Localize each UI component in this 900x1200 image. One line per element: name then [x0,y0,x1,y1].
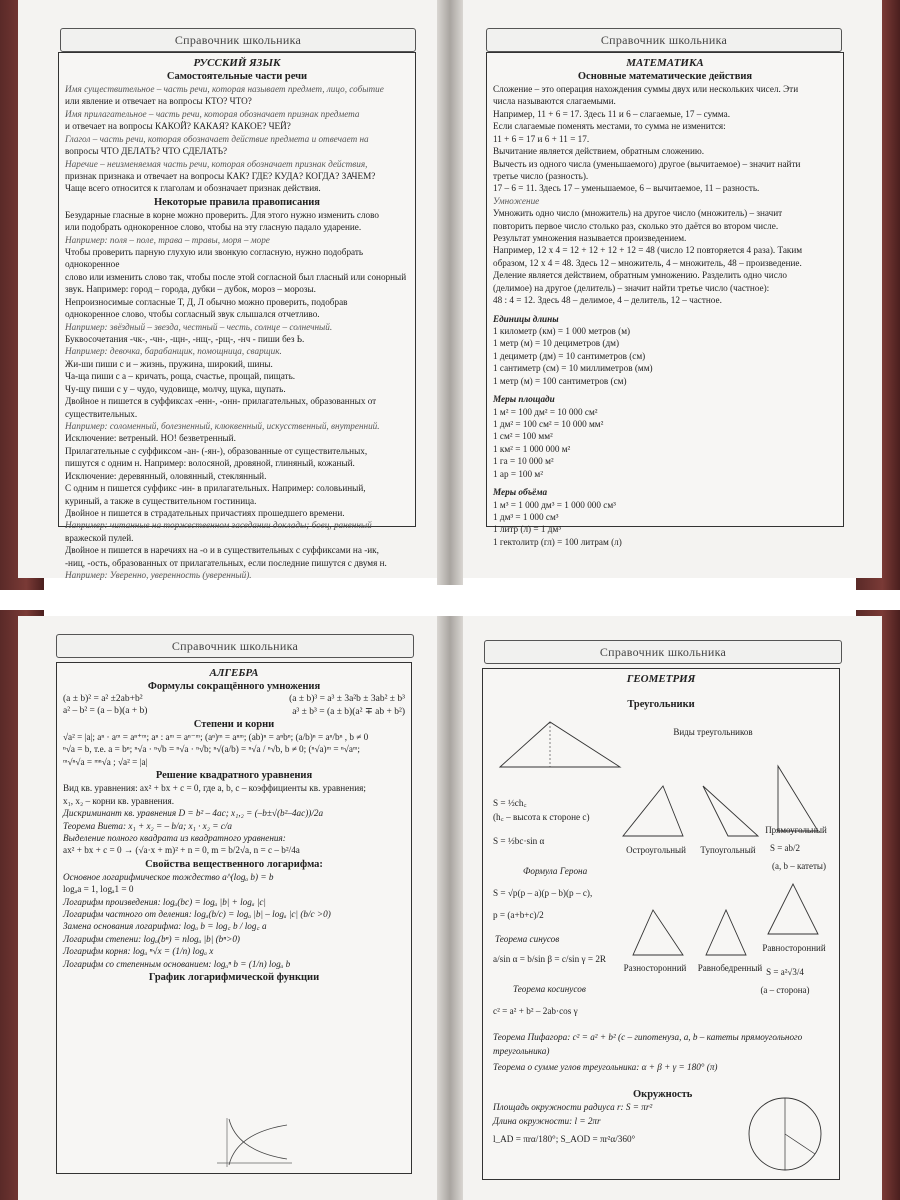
equilateral-area: S = a²√3/4 [766,967,804,977]
formula: S = ½bc·sin α [493,836,545,846]
text-line: Например: звёздный – звезда, честный – честь, солнце – солнечный. [65,321,333,332]
text-line: третье число (разность). [493,170,589,181]
text-line: или явление и отвечает на вопросы КТО? ЧТО? [65,96,252,107]
text-line: Например: девочка, барабанщик, помощница, сварщик. [65,346,282,357]
area-line: 1 км² = 1 000 000 м² [493,443,571,454]
text-line: Например: поля – поле, трава – травы, моря – море [65,234,270,245]
formula: Логарифм степени: logₐ(bⁿ) = nlogₐ |b| (bⁿ>0) [63,933,240,944]
circle-length: Длина окружности: l = 2πr [493,1116,601,1126]
formula-row [63,706,405,717]
text-line: повторить первое число столько раз, сколько это даётся во втором числе. [493,220,779,231]
page-header: Справочник школьника [484,640,842,664]
text-line: Умножение [493,195,540,206]
text-line: Например: соломенный, болезненный, клюквенный, искусственный, внутренний. [65,420,380,431]
spine [437,616,463,1200]
isosceles-label: Равнобедренный [697,963,763,973]
area-line: 1 дм² = 100 см² = 10 000 мм² [493,418,604,429]
formula: Выделение полного квадрата из квадратного уравнения: [63,832,286,843]
text-line: Сложение – это операция нахождения суммы двух или нескольких чисел. Эти [493,84,799,94]
text-line: Чу-щу пиши с у – чудо, чудовище, молчу, щука, щупать. [65,383,286,394]
text-line: вопросы ЧТО ДЕЛАТЬ? ЧТО СДЕЛАТЬ? [65,146,228,157]
sines-formula: a/sin α = b/sin β = c/sin γ = 2R [493,954,607,964]
text-line: Например, 11 + 6 = 17. Здесь 11 и 6 – слагаемые, 17 – сумма. [493,108,730,119]
text-line: существительных. [65,408,138,419]
volume-line: 1 гектолитр (гл) = 100 литрам (л) [493,536,622,547]
pythagoras-2: треугольника) [493,1046,550,1056]
area-line: 1 га = 10 000 м² [493,456,554,467]
section-subtitle: Решение квадратного уравнения [155,770,313,782]
text-line: Ча-ща пиши с а – кричать, роща, счастье, прощай, пищать. [65,371,296,382]
spine [437,0,463,585]
text-line: Безударные гласные в корне можно проверить. Для этого нужно изменить слово [65,209,379,220]
units-title: Единицы длины [493,313,559,324]
formula-row [63,694,405,704]
algebra-box [56,662,412,1174]
formula: √a² = |a|; aⁿ · aᵐ = aⁿ⁺ᵐ; aⁿ : aᵐ = aⁿ⁻ᵐ; (aⁿ)ᵐ = aⁿᵐ; (ab)ⁿ = aⁿbⁿ; (a/b)ⁿ = aⁿ/bⁿ , b ≠ 0 [63,732,369,742]
sines-title: Теорема синусов [495,934,560,944]
text-line: Наречие – неизменяемая часть речи, которая обозначает признак действия, [65,158,368,169]
volume-title: Меры объёма [493,487,548,498]
text-line: Жи-ши пиши с и – жизнь, пружина, широкий, шины. [65,358,273,369]
volume-line: 1 м³ = 1 000 дм³ = 1 000 000 см³ [493,499,616,510]
area-line: 1 м² = 100 дм² = 10 000 см² [493,406,598,417]
circle-area: Площадь окружности радиуса r: S = πr² [493,1102,653,1112]
pythagoras: Теорема Пифагора: c² = a² + b² (c – гипотенуза, a, b – катеты прямоугольного [493,1032,803,1042]
scalene-triangle [628,905,688,960]
text-line: звук. Например: город – города, дубки – дубок, мороз – морозы. [65,284,316,295]
text-line: признак признака и отвечает на вопросы КАК? ГДЕ? КУДА? КОГДА? ЗАЧЕМ? [65,170,376,181]
text-line: или подобрать однокоренное слово, чтобы на эту гласную падало ударение. [65,222,362,233]
text-line: Вычитание является действием, обратным сложению. [493,146,705,157]
text-line: слово или изменить слово так, чтобы после этой согласной был гласный или сонорный [65,271,407,282]
scalene-label: Разносторонний [623,963,687,973]
text-line: и отвечает на вопросы КАКОЙ? КАКАЯ? КАКОЕ? ЧЕЙ? [65,121,291,132]
text-line: Буквосочетания -чк-, -чн-, -щн-, -нщ-, -рщ-, -нч - пиши без Ь. [65,334,305,345]
right-note: (a, b – катеты) [772,861,826,871]
heron-title: Формула Герона [523,866,588,876]
text-line: 11 + 6 = 17 и 6 + 11 = 17. [493,133,590,144]
circle-diagram [745,1094,825,1174]
section-title: РУССКИЙ ЯЗЫК [193,57,281,69]
formula: Дискриминант кв. уравнения D = b² – 4ac; x₁,₂ = (–b±√(b²–4ac))/2a [63,808,324,819]
text-line: Например: читанные на торжественном заседании доклады; боец, раненный [65,520,372,531]
section-subtitle: Свойства вещественного логарифма: [145,858,323,870]
formula: (a ± b)³ = a³ ± 3a²b ± 3ab² ± b³ [289,694,405,704]
text-line: Чтобы проверить парную глухую или звонкую согласную, нужно подобрать однокоренное [65,247,364,270]
equilateral-triangle [763,879,823,939]
russian-lines-2 [65,209,409,582]
unit-line: 1 сантиметр (см) = 10 миллиметров (мм) [493,363,653,374]
right-label: Прямоугольный [765,825,827,835]
obtuse-label: Тупоугольный [700,845,756,855]
volume-line: 1 литр (л) = 1 дм³ [493,524,562,535]
unit-line: 1 километр (км) = 1 000 метров (м) [493,326,631,337]
formula: Замена основания логарифма: logₐ b = log꜀ b / log꜀ a [63,921,267,932]
heron-formula: S = √p(p – a)(p – b)(p – c), [493,888,593,898]
text-line: Прилагательные с суффиксом -ан- (-ян-), образованные от существительных, [65,445,368,456]
page-header: Справочник школьника [60,28,416,52]
text-line: Имя прилагательное – часть речи, которая обозначает признак предмета [65,108,360,119]
text-line: Двойное н пишется в наречиях на -о и в существительных с суффиксами на -ик, [65,545,379,556]
log-graph [207,1113,297,1168]
area-line: 1 см² = 100 мм² [493,431,553,442]
section-title: МАТЕМАТИКА [626,57,704,69]
text-line: Умножить одно число (множитель) на другое число (множитель) – значит [493,208,783,219]
text-line: Чаще всего относится к глаголам и обозначает признак действия. [65,183,321,194]
heron-p: p = (a+b+c)/2 [493,910,544,920]
circle-title: Окружность [633,1089,693,1100]
formula: (a ± b)² = a² ±2ab+b² [63,694,143,704]
text-line: пишутся с одним н. Например: волосяной, дровяной, глиняный, кожаный. [65,458,355,469]
right-area: S = ab/2 [769,843,801,853]
russian-lines-1 [65,83,409,195]
text-line: Двойное н пишется в суффиксах -енн-, -онн- прилагательных, образованных от [65,396,377,407]
formula: a³ ± b³ = (a ± b)(a² ∓ ab + b²) [292,707,405,717]
text-line: С одним н пишется суффикс -ин- в прилагательных. Например: соловьиный, [65,483,366,494]
bottom-book-spread [0,610,900,1200]
text-line: Если слагаемые поменять местами, то сумма не изменится: [493,121,726,132]
formula: ᵐ√ⁿ√a = ᵐⁿ√a ; √a² = |a| [63,756,148,767]
volume-line: 1 дм³ = 1 000 см³ [493,511,559,522]
formula: Логарифм произведения: logₐ(bc) = logₐ |b| + logₐ |c| [63,896,266,907]
text-line: Имя существительное – часть речи, которая называет предмет, лицо, событие [65,84,384,94]
formula: Теорема Виета: x₁ + x₂ = – b/a; x₁ · x₂ = c/a [63,820,232,831]
text-line: (делимое) на другое (делитель) – значит найти третье число (частное): [493,282,770,293]
section-subtitle: Некоторые правила правописания [154,196,320,208]
formula: x₁, x₂ – корни кв. уравнения. [63,795,175,806]
section-subtitle: Треугольники [627,699,695,710]
unit-line: 1 метр (м) = 100 сантиметров (см) [493,375,627,386]
equilateral-label: Равносторонний [762,943,826,953]
text-line: Двойное н пишется в страдательных причастиях прошедшего времени. [65,507,345,518]
page-header: Справочник школьника [56,634,414,658]
triangle-diagram [495,717,625,772]
page-header: Справочник школьника [486,28,842,52]
acute-label: Остроугольный [626,845,686,855]
text-line: Например: Уверенно, уверенность (уверенный). [65,570,252,581]
section-subtitle: Степени и корни [193,719,275,730]
unit-line: 1 дециметр (дм) = 10 сантиметров (см) [493,350,646,361]
area-line: 1 ар = 100 м² [493,468,543,479]
text-line: 48 : 4 = 12. Здесь 48 – делимое, 4 – делитель, 12 – частное. [493,295,722,306]
math-box [486,52,844,547]
isosceles-triangle [701,905,751,960]
text-line: Результат умножения называется произведением. [493,233,687,244]
text-line: числа называются слагаемыми. [493,96,616,107]
formula: Логарифм со степенным основанием: logₐⁿ b = (1/n) logₐ b [63,958,291,969]
russian-box [58,52,416,581]
text-line: Исключение: деревянный, оловянный, стеклянный. [65,470,267,481]
formula: (h꜀ – высота к стороне c) [493,812,590,822]
equilateral-note: (а – сторона) [760,985,810,995]
text-line: Исключение: ветреный. НО! безветренный. [65,433,236,444]
text-line: однокоренное слово, чтобы согласный звук слышался отчетливо. [65,309,320,320]
text-line: Деление является действием, обратным умножению. Разделить одно число [493,270,787,281]
formula: Логарифм корня: logₐ ⁿ√x = (1/n) logₐ x [63,946,214,957]
text-line: Непроизносимые согласные Т, Д, Л обычно можно проверить, подобрав [65,296,348,307]
text-line: куриный, а также в существительном гостиница. [65,495,257,506]
section-subtitle: Основные математические действия [577,71,753,82]
text-line: Глагол – часть речи, которая обозначает действие предмета и отвечает на [65,133,369,144]
formula: a² – b² = (a – b)(a + b) [63,706,148,716]
cos-title: Теорема косинусов [513,984,586,994]
formula: ax² + bx + c = 0 → (√a·x + m)² + n = 0, m = b/2√a, n = c – b²/4a [63,845,300,856]
formula: Вид кв. уравнения: ax² + bx + c = 0, где a, b, c – коэффициенты кв. уравнения; [63,783,366,794]
text-line: образом, 12 х 4 = 48. Здесь 12 – множитель, 4 – множитель, 48 – произведение. [493,257,802,268]
text-line: Например, 12 х 4 = 12 + 12 + 12 + 12 = 48 (число 12 повторяется 4 раза). Таким [493,245,803,256]
text-line: -ниц, -ость, образованных от прилагательных, если последние пишутся с двумя н. [65,557,387,568]
angle-sum: Теорема о сумме углов треугольника: α + β + γ = 180° (π) [493,1062,718,1072]
formula: S = ½ch꜀ [493,798,527,808]
formula: ⁿ√a = b, т.е. a = bⁿ; ⁿ√a · ⁿ√b = ⁿ√a · ⁿ√b; ⁿ√(a/b) = ⁿ√a / ⁿ√b, b ≠ 0; (ⁿ√a)ᵐ = ⁿ√aᵐ; [63,744,360,755]
text-line: 17 – 6 = 11. Здесь 17 – уменьшаемое, 6 – вычитаемое, 11 – разность. [493,183,760,194]
section-title: ГЕОМЕТРИЯ [626,673,696,685]
geometry-box [482,668,840,1180]
text-line: Вычесть из одного числа (уменьшаемого) другое (вычитаемое) – значит найти [493,158,801,169]
unit-line: 1 метр (м) = 10 дециметров (дм) [493,338,620,349]
types-title: Виды треугольников [673,727,753,737]
arc-formula: l_AD = πrα/180°; S_AOD = πr²α/360° [493,1134,636,1144]
area-title: Меры площади [493,394,555,405]
formula: logₐa = 1, logₐ1 = 0 [63,884,134,895]
section-title: АЛГЕБРА [209,667,259,679]
formula: Логарифм частного от деления: logₐ(b/c) = logₐ |b| – logₐ |c| (b/c >0) [63,909,331,920]
section-subtitle: График логарифмической функции [148,972,320,984]
top-book-spread [0,0,900,590]
cos-formula: c² = a² + b² – 2ab·cos γ [493,1006,578,1016]
text-line: вражеской пулей. [65,532,134,543]
section-subtitle: Формулы сокращённого умножения [147,681,321,692]
acute-triangle [618,781,688,841]
formula: Основное логарифмическое тождество a^(logₐ b) = b [63,871,274,882]
section-subtitle: Самостоятельные части речи [166,71,308,82]
